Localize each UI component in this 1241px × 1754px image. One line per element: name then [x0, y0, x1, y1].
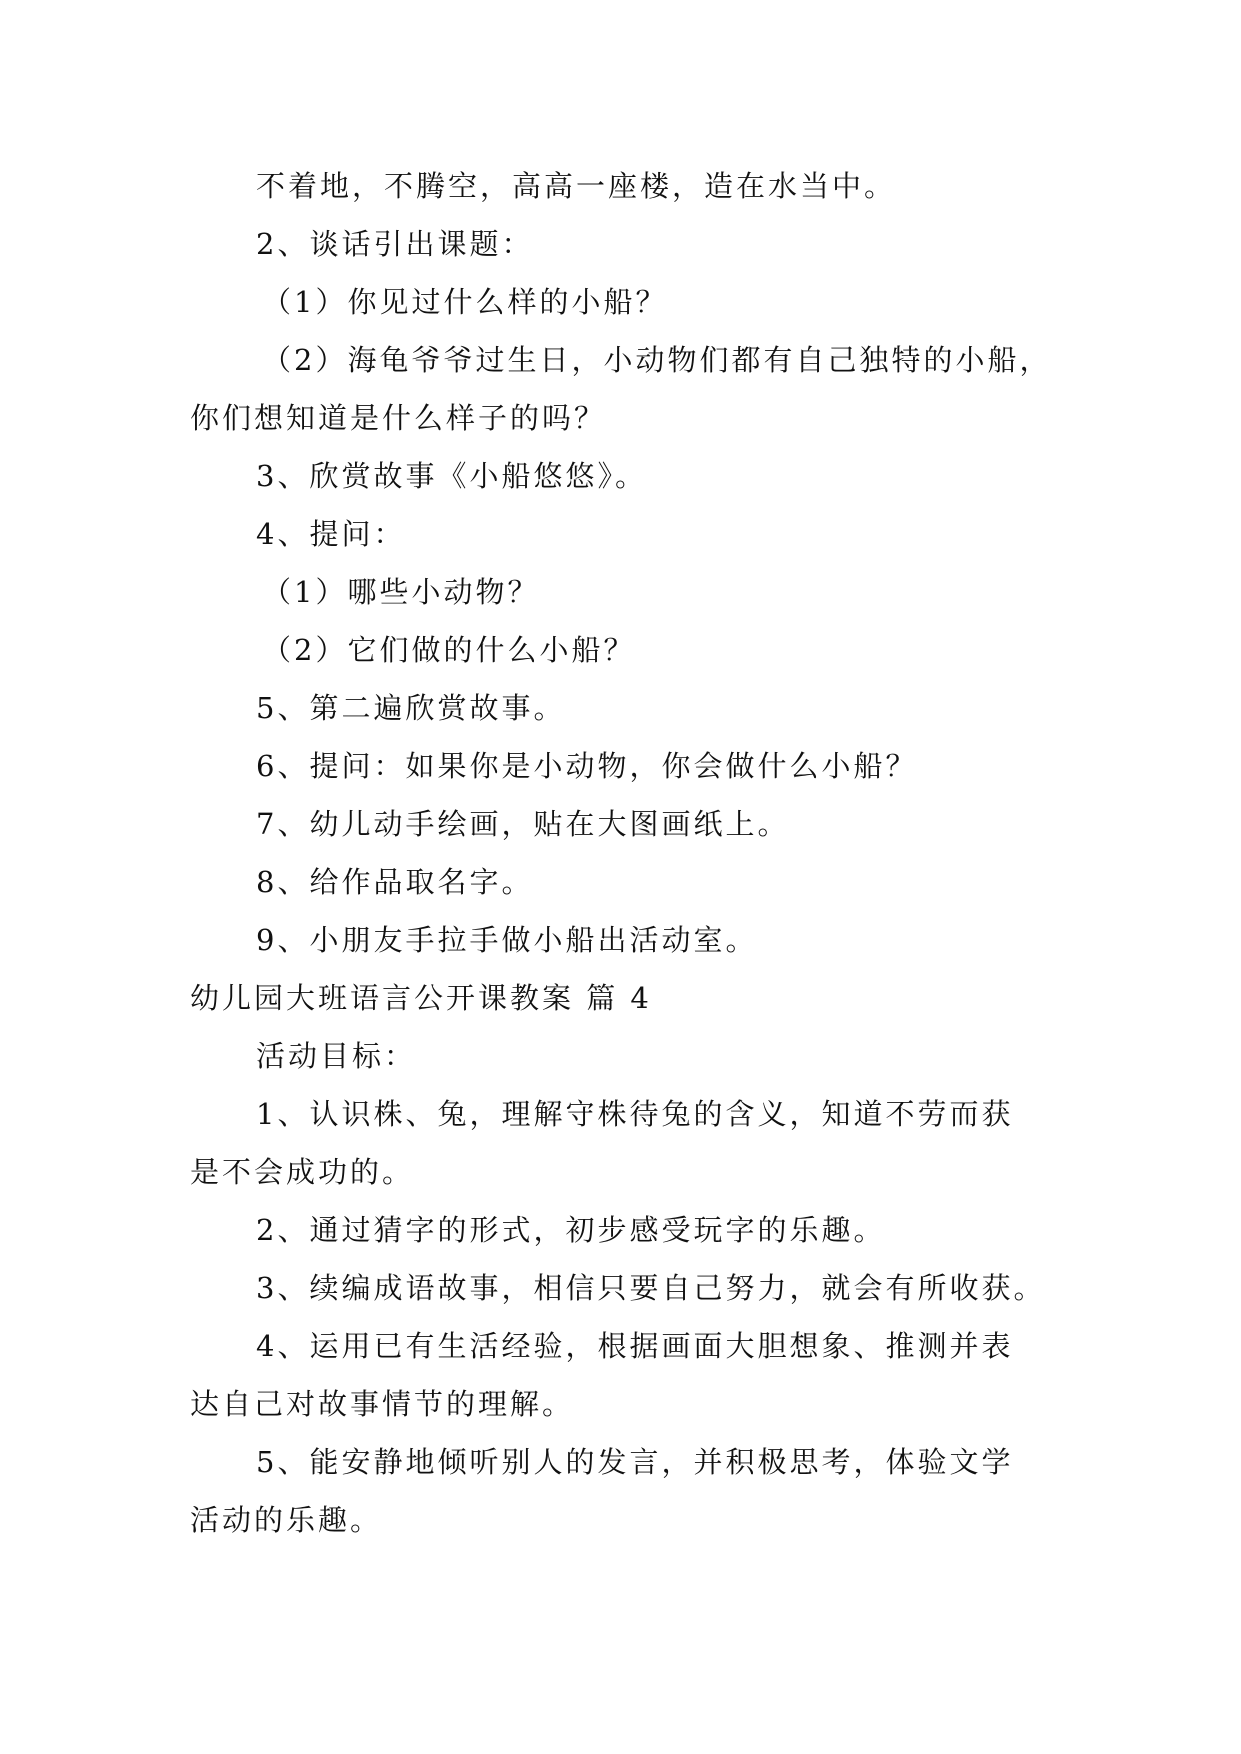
- step-9: 9、小朋友手拉手做小船出活动室。: [256, 923, 758, 957]
- goal-5: 5、能安静地倾听别人的发言，并积极思考，体验文学: [256, 1445, 1014, 1479]
- step-3: 3、欣赏故事《小船悠悠》。: [256, 459, 647, 493]
- goal-1-continued: 是不会成功的。: [190, 1155, 415, 1189]
- step-4-question-2: （2）它们做的什么小船？: [262, 633, 636, 667]
- step-8: 8、给作品取名字。: [256, 865, 534, 899]
- goal-4: 4、运用已有生活经验，根据画面大胆想象、推测并表: [256, 1329, 1014, 1363]
- goal-5-continued: 活动的乐趣。: [190, 1503, 383, 1537]
- goals-heading: 活动目标：: [256, 1039, 417, 1073]
- goal-1: 1、认识株、兔，理解守株待兔的含义，知道不劳而获: [256, 1097, 1014, 1131]
- step-2-heading: 2、谈话引出课题：: [256, 227, 534, 261]
- step-5: 5、第二遍欣赏故事。: [256, 691, 566, 725]
- question-1: （1）你见过什么样的小船？: [262, 285, 668, 319]
- riddle-line: 不着地，不腾空，高高一座楼，造在水当中。: [256, 169, 897, 203]
- section-title: 幼儿园大班语言公开课教案 篇 4: [190, 981, 652, 1015]
- step-4-question-1: （1）哪些小动物？: [262, 575, 540, 609]
- step-6: 6、提问：如果你是小动物，你会做什么小船？: [256, 749, 918, 783]
- step-7: 7、幼儿动手绘画，贴在大图画纸上。: [256, 807, 790, 841]
- question-2-continued: 你们想知道是什么样子的吗？: [190, 401, 607, 435]
- goal-4-continued: 达自己对故事情节的理解。: [190, 1387, 575, 1421]
- goal-2: 2、通过猜字的形式，初步感受玩字的乐趣。: [256, 1213, 886, 1247]
- step-4-heading: 4、提问：: [256, 517, 406, 551]
- question-2: （2）海龟爷爷过生日，小动物们都有自己独特的小船，: [262, 343, 1052, 377]
- goal-3: 3、续编成语故事，相信只要自己努力，就会有所收获。: [256, 1271, 1046, 1305]
